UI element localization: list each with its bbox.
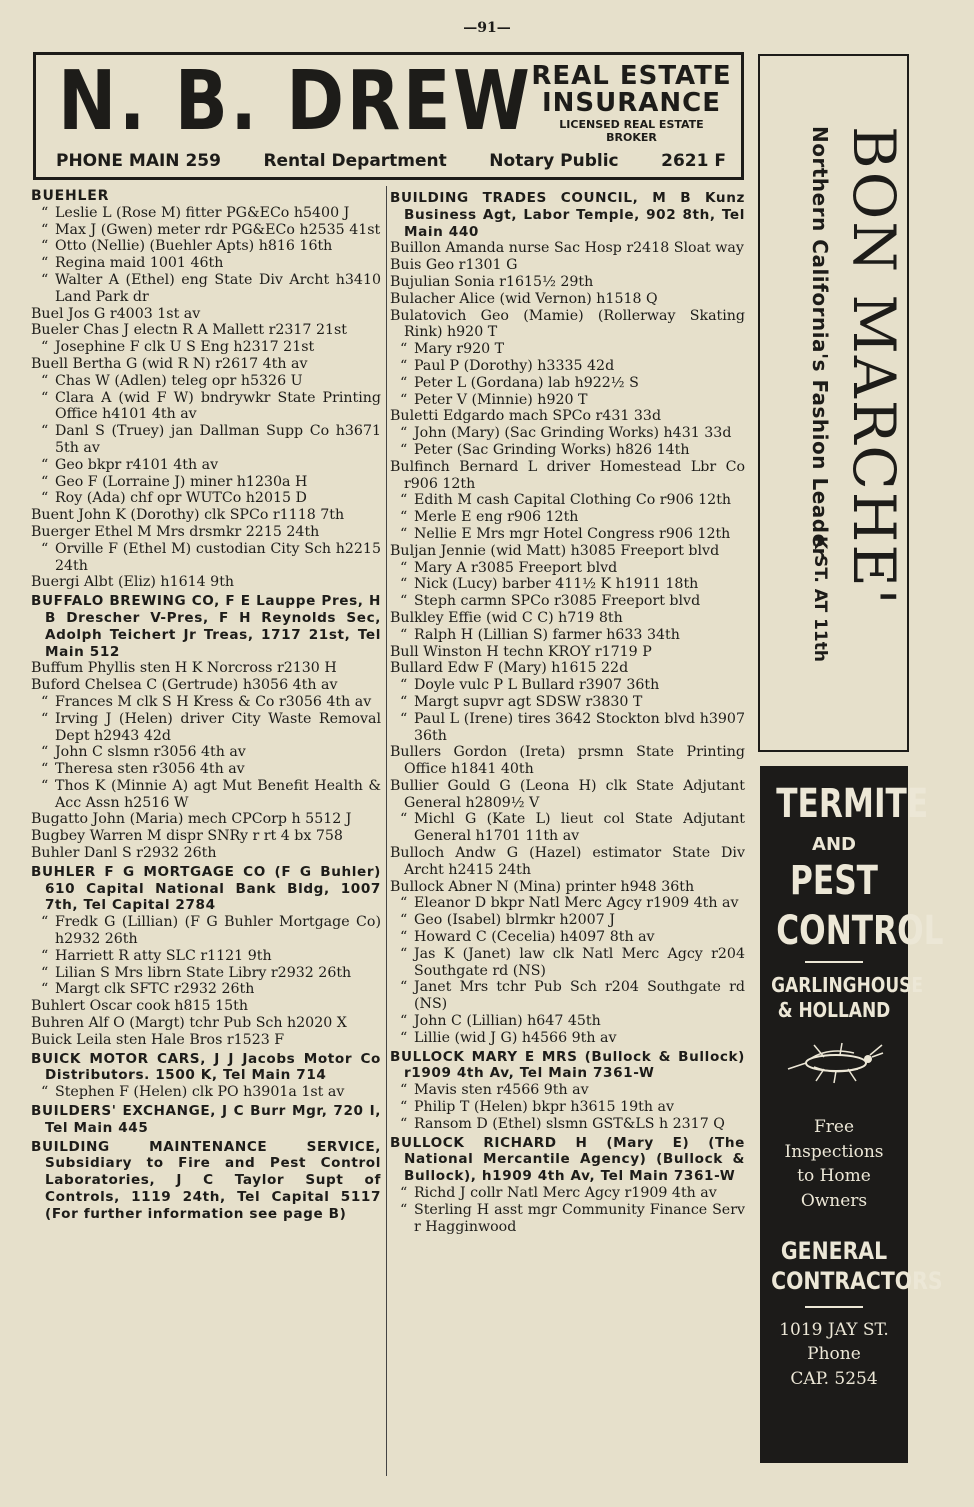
directory-entry xyxy=(390,509,745,526)
entry-text: John C (Lillian) h647 45th xyxy=(414,1013,601,1030)
directory-entry xyxy=(31,948,381,965)
page-number: —91— xyxy=(463,20,511,36)
directory-entry xyxy=(31,981,381,998)
directory-entry xyxy=(390,895,745,912)
directory-entry xyxy=(31,828,381,845)
drew-real-estate: REAL ESTATE xyxy=(531,61,732,91)
directory-entry xyxy=(390,1082,745,1099)
ditto-mark: “ xyxy=(41,423,49,440)
directory-entry xyxy=(390,459,745,493)
directory-entry xyxy=(31,390,381,424)
directory-entry xyxy=(390,341,745,358)
entry-text: BUICK MOTOR CARS, J J Jacobs Motor Co Distributors. 1500 K, Tel Main 714 xyxy=(31,1050,381,1084)
directory-entry xyxy=(31,998,381,1015)
directory-entry xyxy=(390,375,745,392)
ditto-mark: “ xyxy=(400,441,408,458)
directory-entry xyxy=(390,1030,745,1047)
entry-text: Chas W (Adlen) teleg opr h5326 U xyxy=(55,372,303,389)
entry-text: John (Mary) (Sac Grinding Works) h431 33d xyxy=(414,425,732,442)
directory-entry xyxy=(390,912,745,929)
ditto-mark: “ xyxy=(400,525,408,542)
directory-entry xyxy=(31,761,381,778)
directory-entry xyxy=(390,442,745,459)
termite-phone-label: Phone xyxy=(807,1344,861,1365)
entry-text: Buletti Edgardo mach SPCo r431 33d xyxy=(390,408,662,425)
termite-company1: GARLINGHOUSE xyxy=(771,973,923,997)
ditto-mark: “ xyxy=(41,221,49,238)
entry-text: Buhler Danl S r2932 26th xyxy=(31,845,217,862)
drew-licensed: LICENSED REAL ESTATE xyxy=(559,117,704,131)
ditto-mark: “ xyxy=(41,744,49,761)
directory-entry xyxy=(390,845,745,879)
ditto-mark: “ xyxy=(41,761,49,778)
entry-text: Ralph H (Lillian S) farmer h633 34th xyxy=(414,626,680,643)
entry-text: Geo (Isabel) blrmkr h2007 J xyxy=(414,912,615,929)
ditto-mark: “ xyxy=(41,238,49,255)
entry-text: Nick (Lucy) barber 411½ K h1911 18th xyxy=(414,576,699,593)
entry-text: Stephen F (Helen) clk PO h3901a 1st av xyxy=(55,1084,345,1101)
ditto-mark: “ xyxy=(41,473,49,490)
entry-text: Doyle vulc P L Bullard r3907 36th xyxy=(414,677,660,694)
ditto-mark: “ xyxy=(400,710,408,727)
entry-text: Clara A (wid F W) bndrywkr State Printing Office h4101 4th av xyxy=(55,389,381,423)
entry-text: Geo bkpr r4101 4th av xyxy=(55,456,219,473)
directory-entry xyxy=(390,677,745,694)
ditto-mark: “ xyxy=(400,492,408,509)
entry-text: Jas K (Janet) law clk Natl Merc Agcy r204 Southgate rd (NS) xyxy=(414,945,745,979)
entry-text: Steph carmn SPCo r3085 Freeport blvd xyxy=(414,593,701,610)
ditto-mark: “ xyxy=(400,1013,408,1030)
directory-entry xyxy=(31,1084,381,1101)
directory-entry xyxy=(31,339,381,356)
directory-entry xyxy=(31,711,381,745)
entry-text: Buis Geo r1301 G xyxy=(390,257,518,274)
entry-text: Orville F (Ethel M) custodian City Sch h2215 24th xyxy=(55,540,381,574)
termite-bug-icon xyxy=(784,1041,884,1085)
ditto-mark: “ xyxy=(41,693,49,710)
drew-title: N. B. DREW xyxy=(58,54,533,149)
ditto-mark: “ xyxy=(41,456,49,473)
entry-text: Thos K (Minnie A) agt Mut Benefit Health & Acc Assn h2516 W xyxy=(55,777,381,811)
termite-offer1: Free xyxy=(813,1117,855,1137)
termite-offer4: Owners xyxy=(800,1190,868,1211)
directory-entry xyxy=(31,574,381,591)
entry-text: Fredk G (Lillian) (F G Buhler Mortgage Co) h2932 26th xyxy=(55,914,381,948)
entry-text: Peter V (Minnie) h920 T xyxy=(414,391,588,408)
entry-text: Danl S (Truey) jan Dallman Supp Co h3671 5th av xyxy=(55,423,381,456)
directory-entry xyxy=(31,272,381,306)
drew-footer xyxy=(56,151,726,171)
ditto-mark: “ xyxy=(400,677,408,694)
entry-text: BUILDING TRADES COUNCIL, M B Kunz Business Agt, Labor Temple, 902 8th, Tel Main 440 xyxy=(390,190,745,240)
entry-text: Bulacher Alice (wid Vernon) h1518 Q xyxy=(390,290,658,307)
directory-entry xyxy=(390,291,745,308)
drew-phone: PHONE MAIN 259 xyxy=(56,151,221,171)
entry-text: Buent John K (Dorothy) clk SPCo r1118 7th xyxy=(31,507,345,524)
ditto-mark: “ xyxy=(400,1201,408,1218)
ditto-mark: “ xyxy=(41,271,49,288)
ditto-mark: “ xyxy=(41,204,49,221)
ditto-mark: “ xyxy=(400,1099,408,1116)
ditto-mark: “ xyxy=(400,425,408,442)
termite-phone: CAP. 5254 xyxy=(790,1368,878,1389)
directory-entry xyxy=(31,660,381,677)
directory-entry xyxy=(390,240,745,257)
termite-offer3: to Home xyxy=(797,1166,871,1187)
ditto-mark: “ xyxy=(41,372,49,389)
entry-text: BULLOCK RICHARD H (Mary E) (The National Mercantile Agency) (Bullock & Bullock), h1909 4th Av, Tel Main 7361-W xyxy=(390,1134,745,1185)
entry-text: Bulatovich Geo (Mamie) (Rollerway Skating Rink) h920 T xyxy=(390,307,745,341)
ditto-mark: “ xyxy=(41,964,49,981)
ditto-mark: “ xyxy=(400,509,408,526)
ditto-mark: “ xyxy=(400,811,408,828)
bon-marche-title: BON MARCHE' xyxy=(840,126,908,607)
directory-entry xyxy=(390,627,745,644)
business-listing xyxy=(390,1049,745,1083)
directory-entry xyxy=(390,1013,745,1030)
directory-entry xyxy=(31,694,381,711)
entry-text: Frances M clk S H Kress & Co r3056 4th av xyxy=(55,693,372,710)
directory-entry xyxy=(31,1015,381,1032)
directory-entry xyxy=(390,308,745,342)
entry-text: Buell Bertha G (wid R N) r2617 4th av xyxy=(31,355,308,372)
entry-text: Bullers Gordon (Ireta) prsmn State Printing Office h1841 40th xyxy=(390,744,745,778)
column-divider xyxy=(386,186,387,1476)
entry-text: Geo F (Lorraine J) miner h1230a H xyxy=(55,473,308,490)
directory-entry xyxy=(31,1032,381,1049)
directory-entry xyxy=(31,490,381,507)
entry-text: Bullard Edw F (Mary) h1615 22d xyxy=(390,660,629,677)
termite-offer2: Inspections xyxy=(784,1141,884,1162)
entry-text: Josephine F clk U S Eng h2317 21st xyxy=(55,339,315,356)
drew-rental: Rental Department xyxy=(263,151,447,171)
directory-entry xyxy=(31,965,381,982)
entry-text: Theresa sten r3056 4th av xyxy=(55,761,245,778)
directory-entry xyxy=(31,457,381,474)
drew-address: 2621 F xyxy=(661,151,726,171)
entry-text: Howard C (Cecelia) h4097 8th av xyxy=(414,929,655,946)
entry-text: John C slsmn r3056 4th av xyxy=(55,744,246,761)
directory-entry xyxy=(31,205,381,222)
ditto-mark: “ xyxy=(400,1029,408,1046)
entry-text: Mavis sten r4566 9th av xyxy=(414,1082,589,1099)
entry-text: Bulkley Effie (wid C C) h719 8th xyxy=(390,609,623,626)
business-listing xyxy=(31,1139,381,1223)
termite-advertisement xyxy=(760,766,944,1463)
termite-line4: CONTROL xyxy=(776,908,944,954)
ditto-mark: “ xyxy=(400,626,408,643)
directory-entry xyxy=(31,677,381,694)
ditto-mark: “ xyxy=(41,710,49,727)
bon-marche-tagline: Northern California's Fashion Leader xyxy=(808,126,832,559)
directory-entry xyxy=(31,356,381,373)
directory-entry xyxy=(390,492,745,509)
drew-notary: Notary Public xyxy=(489,151,619,171)
directory-entry xyxy=(31,524,381,541)
directory-entry xyxy=(390,526,745,543)
ditto-mark: “ xyxy=(41,914,49,931)
termite-service2: CONTRACTORS xyxy=(771,1266,943,1295)
directory-entry xyxy=(31,845,381,862)
ditto-mark: “ xyxy=(400,979,408,996)
entry-text: Harriett R atty SLC r1121 9th xyxy=(55,947,272,964)
directory-entry xyxy=(390,408,745,425)
directory-entry xyxy=(390,560,745,577)
directory-entry xyxy=(390,644,745,661)
entry-text: Paul P (Dorothy) h3335 42d xyxy=(414,357,615,374)
directory-entry xyxy=(390,694,745,711)
directory-entry xyxy=(390,610,745,627)
entry-text: Buel Jos G r4003 1st av xyxy=(31,305,201,322)
directory-entry xyxy=(390,1185,745,1202)
directory-entry xyxy=(31,306,381,323)
directory-entry xyxy=(390,879,745,896)
entry-text: Eleanor D bkpr Natl Merc Agcy r1909 4th av xyxy=(414,895,739,912)
directory-entry xyxy=(390,392,745,409)
directory-entry xyxy=(390,543,745,560)
entry-text: Buhlert Oscar cook h815 15th xyxy=(31,998,248,1015)
directory-entry xyxy=(31,238,381,255)
entry-text: Bull Winston H techn KROY r1719 P xyxy=(390,643,652,660)
drew-services xyxy=(529,63,734,144)
directory-entry xyxy=(31,507,381,524)
directory-entry xyxy=(31,811,381,828)
business-listing xyxy=(31,864,381,914)
entry-text: Bueler Chas J electn R A Mallett r2317 21st xyxy=(31,322,347,339)
directory-entry xyxy=(31,423,381,457)
entry-text: Paul L (Irene) tires 3642 Stockton blvd h3907 36th xyxy=(414,710,745,744)
directory-entry xyxy=(390,778,745,812)
drew-advertisement xyxy=(33,52,744,180)
entry-text: Lilian S Mrs librn State Libry r2932 26th xyxy=(55,964,352,981)
ditto-mark: “ xyxy=(41,490,49,507)
ditto-mark: “ xyxy=(400,929,408,946)
bon-marche-advertisement xyxy=(758,54,909,752)
ditto-mark: “ xyxy=(41,1084,49,1101)
ditto-mark: “ xyxy=(41,947,49,964)
directory-entry xyxy=(31,914,381,948)
ditto-mark: “ xyxy=(400,1115,408,1132)
entry-text: Edith M cash Capital Clothing Co r906 12th xyxy=(414,492,732,509)
entry-text: Buick Leila sten Hale Bros r1523 F xyxy=(31,1031,285,1048)
business-listing xyxy=(31,1103,381,1137)
directory-entry xyxy=(390,1202,745,1236)
directory-entry xyxy=(31,541,381,575)
entry-text: BULLOCK MARY E MRS (Bullock & Bullock) r1909 4th Av, Tel Main 7361-W xyxy=(390,1048,745,1082)
entry-text: BUFFALO BREWING CO, F E Lauppe Pres, H B Drescher V-Pres, F H Reynolds Sec, Adolph Teichert Jr Treas, 1717 21st, Tel Main 512 xyxy=(31,593,381,660)
directory-entry xyxy=(390,1116,745,1133)
entry-text: Ransom D (Ethel) slsmn GST&LS h 2317 Q xyxy=(414,1115,725,1132)
ditto-mark: “ xyxy=(41,540,49,557)
directory-entry xyxy=(390,274,745,291)
termite-line1: TERMITE xyxy=(776,781,929,827)
ditto-mark: “ xyxy=(400,593,408,610)
entry-text: Michl G (Kate L) lieut col State Adjutant General h1701 11th av xyxy=(414,811,745,845)
directory-entry xyxy=(31,373,381,390)
entry-text: Otto (Nellie) (Buehler Apts) h816 16th xyxy=(55,238,333,255)
ditto-mark: “ xyxy=(400,374,408,391)
ditto-mark: “ xyxy=(400,1082,408,1099)
directory-entry xyxy=(31,322,381,339)
ditto-mark: “ xyxy=(400,912,408,929)
entry-text: BUILDERS' EXCHANGE, J C Burr Mgr, 720 I, Tel Main 445 xyxy=(31,1103,381,1136)
entry-text: Irving J (Helen) driver City Waste Removal Dept h2943 42d xyxy=(55,710,381,744)
termite-line2: AND xyxy=(812,834,856,855)
directory-entry xyxy=(390,257,745,274)
directory-entry xyxy=(390,711,745,745)
bon-marche-rotated xyxy=(778,126,908,816)
entry-text: Bulloch Andw G (Hazel) estimator State Div Archt h2415 24th xyxy=(390,845,745,878)
directory-entry xyxy=(390,593,745,610)
business-listing xyxy=(390,1135,745,1185)
directory-entry xyxy=(31,474,381,491)
entry-text: Buffum Phyllis sten H K Norcross r2130 H xyxy=(31,660,337,677)
entry-text: Philip T (Helen) bkpr h3615 19th av xyxy=(414,1099,674,1116)
entry-text: Lillie (wid J G) h4566 9th av xyxy=(414,1029,617,1046)
ditto-mark: “ xyxy=(400,576,408,593)
directory-entry xyxy=(390,979,745,1013)
entry-text: Bugatto John (Maria) mech CPCorp h 5512 J xyxy=(31,811,352,828)
directory-entry xyxy=(390,660,745,677)
entry-text: BUEHLER xyxy=(31,188,110,204)
entry-text: Peter L (Gordana) lab h922½ S xyxy=(414,374,639,391)
entry-text: Max J (Gwen) meter rdr PG&ECo h2535 41st xyxy=(55,221,381,238)
surname-heading xyxy=(31,188,381,205)
entry-text: Buerger Ethel M Mrs drsmkr 2215 24th xyxy=(31,523,320,540)
entry-text: Buljan Jennie (wid Matt) h3085 Freeport blvd xyxy=(390,542,720,559)
entry-text: Buillon Amanda nurse Sac Hosp r2418 Sloat way xyxy=(390,240,744,257)
directory-column-right xyxy=(390,188,745,1235)
entry-text: Merle E eng r906 12th xyxy=(414,509,579,526)
directory-entry xyxy=(390,576,745,593)
ditto-mark: “ xyxy=(400,1185,408,1202)
business-listing xyxy=(31,1051,381,1085)
entry-text: Buford Chelsea C (Gertrude) h3056 4th av xyxy=(31,677,338,694)
ditto-mark: “ xyxy=(41,339,49,356)
directory-entry xyxy=(390,946,745,980)
directory-entry xyxy=(390,929,745,946)
entry-text: Janet Mrs tchr Pub Sch r204 Southgate rd (NS) xyxy=(414,979,745,1013)
directory-entry xyxy=(390,1099,745,1116)
entry-text: Mary r920 T xyxy=(414,341,505,358)
entry-text: Sterling H asst mgr Community Finance Serv r Hagginwood xyxy=(414,1201,745,1235)
ditto-mark: “ xyxy=(41,981,49,998)
entry-text: Regina maid 1001 46th xyxy=(55,255,224,272)
entry-text: Mary A r3085 Freeport blvd xyxy=(414,559,618,576)
ditto-mark: “ xyxy=(41,389,49,406)
entry-text: Buhren Alf O (Margt) tchr Pub Sch h2020 X xyxy=(31,1015,347,1032)
ditto-mark: “ xyxy=(400,895,408,912)
entry-text: Bullock Abner N (Mina) printer h948 36th xyxy=(390,878,695,895)
termite-service1: GENERAL xyxy=(780,1236,888,1265)
entry-text: Roy (Ada) chf opr WUTCo h2015 D xyxy=(55,490,307,507)
directory-entry xyxy=(390,358,745,375)
entry-text: Buergi Albt (Eliz) h1614 9th xyxy=(31,574,235,591)
drew-broker: BROKER xyxy=(606,130,657,144)
termite-address: 1019 JAY ST. xyxy=(779,1319,889,1340)
entry-text: Bugbey Warren M dispr SNRy r rt 4 bx 758 xyxy=(31,828,343,845)
entry-text: Bullier Gould G (Leona H) clk State Adjutant General h2809½ V xyxy=(390,777,745,811)
ditto-mark: “ xyxy=(400,357,408,374)
directory-entry xyxy=(31,222,381,239)
termite-rule-1 xyxy=(805,961,863,963)
ditto-mark: “ xyxy=(400,391,408,408)
ditto-mark: “ xyxy=(400,341,408,358)
entry-text: Margt clk SFTC r2932 26th xyxy=(55,981,255,998)
directory-entry xyxy=(31,744,381,761)
entry-text: Bujulian Sonia r1615½ 29th xyxy=(390,273,594,290)
directory-column-left xyxy=(31,188,381,1223)
directory-entry xyxy=(31,778,381,812)
bon-marche-street: K ST. AT 11th xyxy=(810,536,830,662)
entry-text: Bulfinch Bernard L driver Homestead Lbr Co r906 12th xyxy=(390,458,745,492)
entry-text: Nellie E Mrs mgr Hotel Congress r906 12th xyxy=(414,525,731,542)
entry-text: Richd J collr Natl Merc Agcy r1909 4th av xyxy=(414,1185,717,1202)
business-listing xyxy=(390,190,745,240)
ditto-mark: “ xyxy=(400,693,408,710)
ditto-mark: “ xyxy=(41,777,49,794)
directory-entry xyxy=(31,255,381,272)
termite-line3: PEST xyxy=(790,858,878,904)
ditto-mark: “ xyxy=(400,945,408,962)
directory-entry xyxy=(390,425,745,442)
directory-entry xyxy=(390,811,745,845)
entry-text: BUHLER F G MORTGAGE CO (F G Buhler) 610 Capital National Bank Bldg, 1007 7th, Tel Capital 2784 xyxy=(31,863,381,914)
entry-text: BUILDING MAINTENANCE SERVICE, Subsidiary to Fire and Pest Control Laboratories, J C Taylor Supt of Controls, 1119 24th, Tel Capital 5117 (For further information see page B) xyxy=(31,1138,381,1222)
ditto-mark: “ xyxy=(41,255,49,272)
directory-entry xyxy=(390,744,745,778)
business-listing xyxy=(31,593,381,660)
entry-text: Margt supvr agt SDSW r3830 T xyxy=(414,693,643,710)
termite-rule-2 xyxy=(805,1306,863,1308)
entry-text: Walter A (Ethel) eng State Div Archt h3410 Land Park dr xyxy=(55,271,381,305)
termite-company2: & HOLLAND xyxy=(777,998,891,1022)
entry-text: Leslie L (Rose M) fitter PG&ECo h5400 J xyxy=(55,204,350,221)
ditto-mark: “ xyxy=(400,559,408,576)
drew-insurance: INSURANCE xyxy=(541,88,721,119)
entry-text: Peter (Sac Grinding Works) h826 14th xyxy=(414,441,690,458)
